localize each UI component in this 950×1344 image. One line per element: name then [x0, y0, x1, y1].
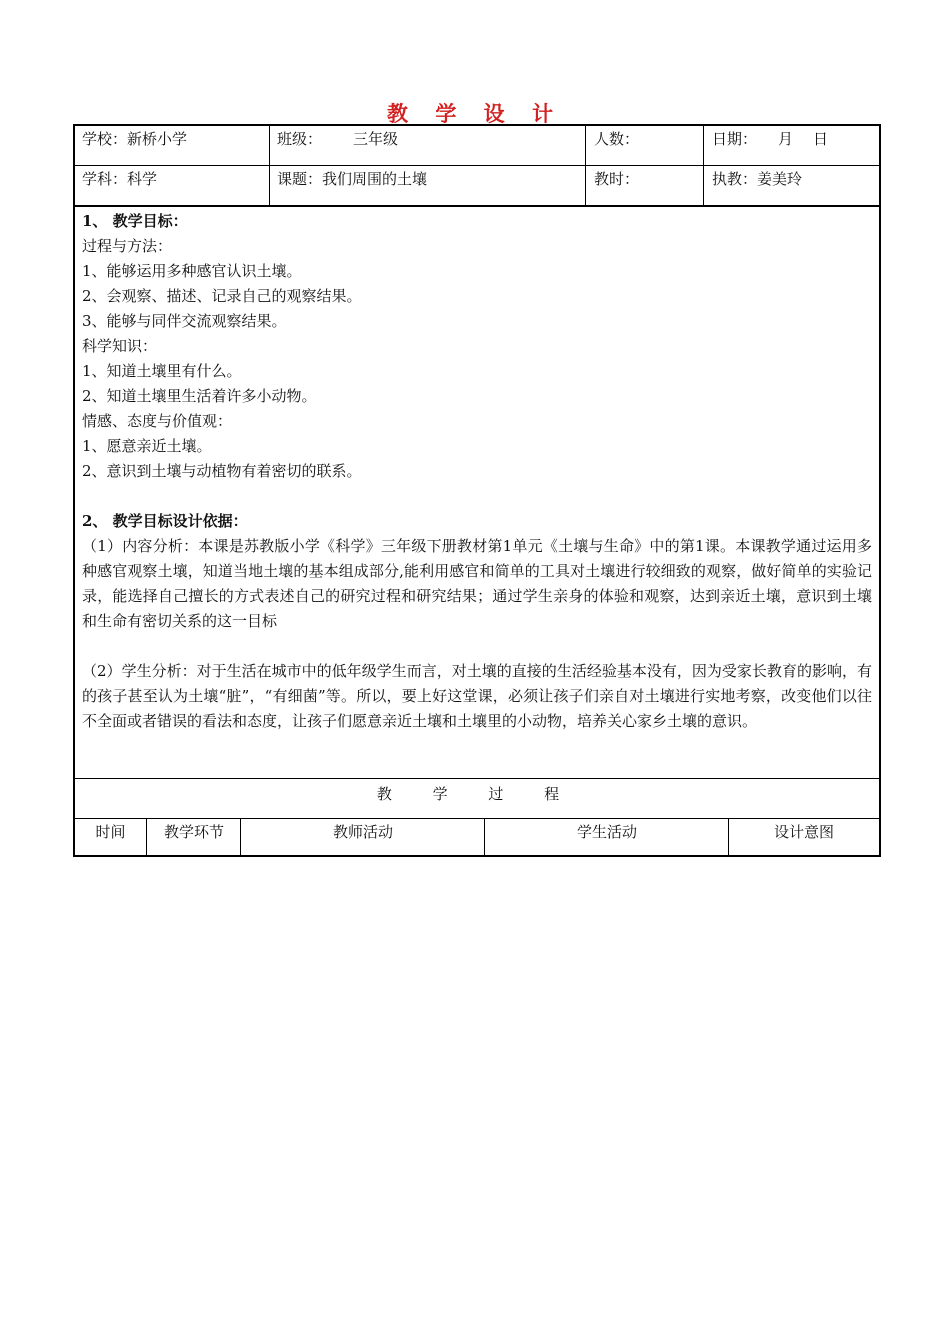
school-cell: 学校：新桥小学: [82, 130, 188, 148]
col-divider: [585, 126, 586, 206]
class-value: 三年级: [353, 130, 399, 148]
objective-line: 情感、态度与价值观：: [82, 412, 233, 430]
date-day: 日: [813, 130, 829, 148]
row-divider: [75, 818, 879, 819]
date-label: 日期：: [712, 130, 758, 148]
student-analysis-paragraph: （2）学生分析：对于生活在城市中的低年级学生而言，对土壤的直接的生活经验基本没有，因为受家长教育的影响，有的孩子甚至认为土壤“脏”，“有细菌”等。所以，要上好这堂课，必须让孩子们亲自对土壤进行实地考察，改变他们以往不全面或者错误的看法和态度，让孩子们愿意亲近土壤和土壤里的小动物，培养关心家乡土壤的意识。: [82, 662, 872, 730]
teacher-cell: 执教：姜美玲: [712, 170, 803, 188]
row-divider: [75, 778, 879, 779]
class-label: 班级：: [277, 130, 323, 148]
objective-line: 科学知识：: [82, 337, 158, 355]
student-count-cell: 人数：: [594, 130, 640, 148]
objective-line: 2、知道土壤里生活着许多小动物。: [82, 387, 317, 405]
objectives-heading: 1、 教学目标：: [82, 212, 188, 230]
objective-line: 1、能够运用多种感官认识土壤。: [82, 262, 302, 280]
column-header-student-activity: 学生活动: [576, 823, 637, 841]
objective-line: 过程与方法：: [82, 237, 173, 255]
objective-line: 1、愿意亲近土壤。: [82, 437, 212, 455]
row-divider: [75, 165, 879, 166]
objective-line: 2、意识到土壤与动植物有着密切的联系。: [82, 462, 362, 480]
process-title: 教 学 过 程: [376, 785, 578, 803]
objective-line: 2、会观察、描述、记录自己的观察结果。: [82, 287, 362, 305]
row-divider: [75, 205, 879, 207]
objectives-section: [82, 209, 872, 734]
date-month: 月: [778, 130, 794, 148]
col-divider: [703, 126, 704, 206]
content-analysis-paragraph: （1）内容分析：本课是苏教版小学《科学》三年级下册教材第1单元《土壤与生命》中的第1课。本课教学通过运用多种感官观察土壤，知道当地土壤的基本组成部分,能利用感官和简单的工具对土壤进行较细致的观察，做好简单的实验记录，能选择自己擅长的方式表述自己的研究过程和研究结果；通过学生亲身的体验和观察，达到亲近土壤，意识到土壤和生命有密切关系的这一目标: [82, 537, 872, 630]
objective-line: 3、能够与同伴交流观察结果。: [82, 312, 287, 330]
subject-cell: 学科：科学: [82, 170, 158, 188]
document-title: 教 学 设 计: [387, 101, 563, 126]
basis-heading: 2、 教学目标设计依据：: [82, 512, 248, 530]
topic-cell: 课题：我们周围的土壤: [277, 170, 428, 188]
column-header-stage: 教学环节: [163, 823, 224, 841]
col-divider: [269, 126, 270, 206]
objective-line: 1、知道土壤里有什么。: [82, 362, 242, 380]
hours-cell: 教时：: [594, 170, 640, 188]
column-header-teacher-activity: 教师活动: [332, 823, 393, 841]
column-header-time: 时间: [95, 823, 126, 841]
column-header-design-intent: 设计意图: [773, 823, 834, 841]
